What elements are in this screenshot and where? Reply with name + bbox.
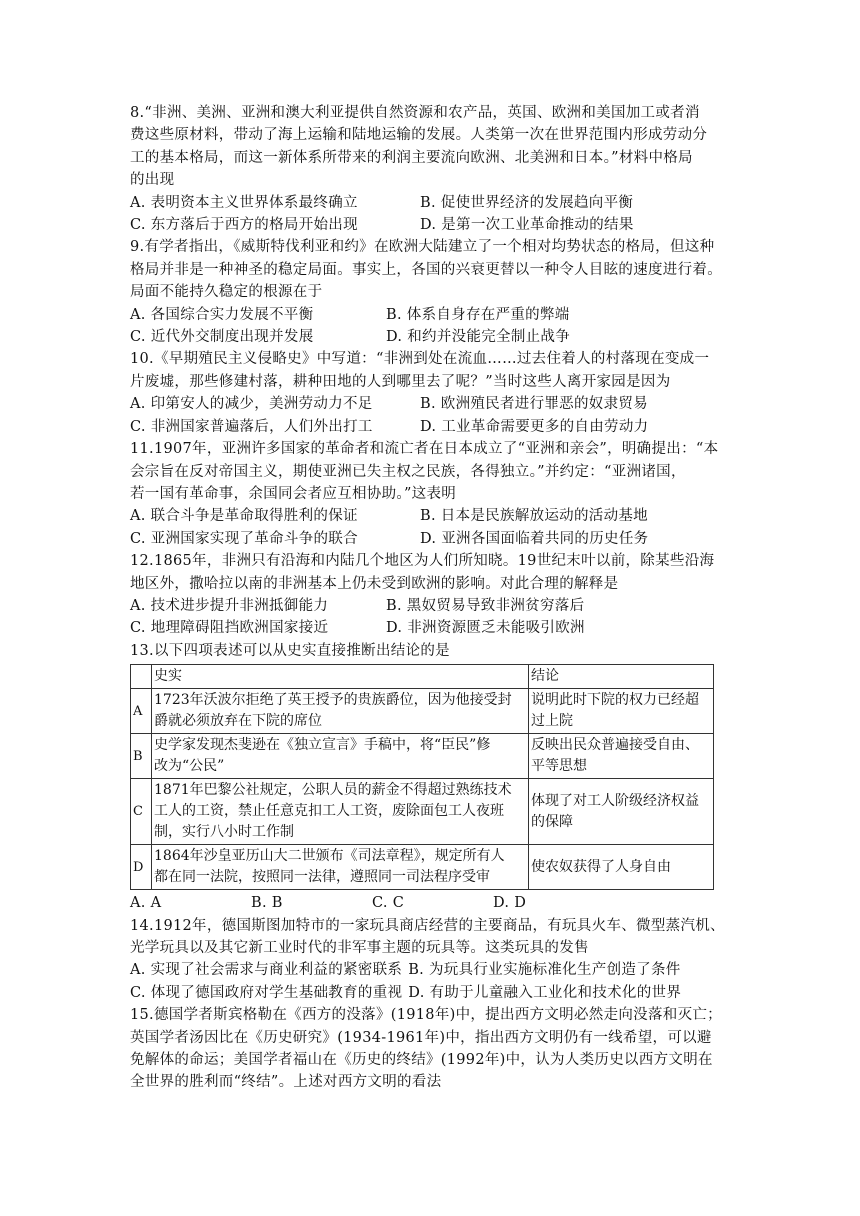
cell-line: 都在同一法院，按照同一法律，遵照同一司法程序受审 [154,869,490,886]
option-a: A. A [130,895,162,912]
option-row [130,982,725,1004]
cell-line: 1723年沃波尔拒绝了英王授予的贵族爵位，因为他接受封 [154,692,512,709]
question-stem-line: 14.1912年，德国斯图加特市的一家玩具商店经营的主要商品，有玩具火车、微型蒸汽机、 [130,917,725,934]
question-stem-line: 11.1907年，亚洲许多国家的革命者和流亡者在日本成立了“亚洲和亲会”，明确提出：“本 [130,441,719,458]
option-a: A. 技术进步提升非洲抵御能力 [130,597,329,614]
option-row [130,192,725,214]
option-b: B. 为玩具行业实施标准化生产创造了条件 [408,962,681,979]
row-conclusion [529,779,714,845]
cell-line: 平等思想 [531,758,587,775]
option-row [130,595,725,617]
option-row [130,505,725,527]
cell-line: 反映出民众普遍接受自由、 [531,737,699,754]
option-d: D. 和约并没能完全制止战争 [386,329,571,346]
table-row [131,845,714,890]
cell-line: 的保障 [531,813,573,830]
question-stem-line: 费这些原材料，带动了海上运输和陆地运输的发展。人类第一次在世界范围内形成劳动分 [130,127,708,144]
cell-line: 改为“公民” [154,758,225,775]
option-row [130,959,725,981]
option-row [130,393,725,415]
row-label: C [131,779,152,845]
option-c: C. 地理障碍阻挡欧洲国家接近 [130,620,329,637]
option-row [130,617,725,639]
question-stem-line: 片废墟，那些修建村落，耕种田地的人到哪里去了呢？”当时这些人离开家园是因为 [130,373,671,390]
option-row [130,304,725,326]
option-d: D. D [493,895,527,912]
question-stem-line: 全世界的胜利而“终结”。上述对西方文明的看法 [130,1074,442,1091]
row-conclusion [529,689,714,734]
question-stem-line: 10.《早期殖民主义侵略史》中写道：“非洲到处在流血……过去住着人的村落现在变成一 [130,351,710,368]
option-row [130,416,725,438]
question-stem-line: 15.德国学者斯宾格勒在《西方的没落》(1918年)中，提出西方文明必然走向没落和灭亡； [130,1007,722,1024]
question-stem-line: 若一国有革命事，余国同会者应互相协助。”这表明 [130,485,457,502]
table-row [131,734,714,779]
question-9 [130,236,725,348]
option-d: D. 非洲资源匮乏未能吸引欧洲 [386,620,585,637]
cell-line: 爵就必须放弃在下院的席位 [154,713,322,730]
table-header-row [131,665,714,689]
cell-line: 制，实行八小时工作制 [154,824,294,841]
table-header-label [131,665,152,689]
question-8 [130,102,725,236]
option-b: B. B [251,895,283,912]
question-stem-line: 地区外，撒哈拉以南的非洲基本上仍未受到欧洲的影响。对此合理的解释是 [130,575,619,592]
question-12 [130,550,725,640]
option-b: B. 体系自身存在严重的弊端 [386,306,570,323]
option-b: B. 欧洲殖民者进行罪恶的奴隶贸易 [420,396,648,413]
question-stem-line: 英国学者汤因比在《历史研究》(1934-1961年)中，指出西方文明仍有一线希望，可以避 [130,1029,712,1046]
option-c: C. 亚洲国家实现了革命斗争的联合 [130,530,358,547]
cell-line: 史学家发现杰斐逊在《独立宣言》手稿中，将“臣民”修 [154,737,491,754]
table-header-conclusion: 结论 [529,665,714,689]
question-stem-line: 工的基本格局，而这一新体系所带来的利润主要流向欧洲、北美洲和日本。”材料中格局 [130,149,693,166]
question-11 [130,438,725,550]
question-15 [130,1004,725,1094]
question-stem-line: 会宗旨在反对帝国主义，期使亚洲已失主权之民族，各得独立。”并约定：“亚洲诸国， [130,463,686,480]
row-label: D [131,845,152,890]
option-d: D. 亚洲各国面临着共同的历史任务 [420,530,649,547]
facts-table [130,664,714,890]
question-stem-line: 光学玩具以及其它新工业时代的非军事主题的玩具等。这类玩具的发售 [130,939,589,956]
option-a: A. 联合斗争是革命取得胜利的保证 [130,508,358,525]
cell-line: 体现了对工人阶级经济权益 [531,792,699,809]
option-b: B. 日本是民族解放运动的活动基地 [420,508,648,525]
option-a: A. 印第安人的减少，美洲劳动力不足 [130,396,373,413]
cell-line: 使农奴获得了人身自由 [531,858,671,875]
cell-line: 工人的工资，禁止任意克扣工人工资，废除面包工人夜班 [154,803,504,820]
question-stem-line: 格局并非是一种神圣的稳定局面。事实上，各国的兴衰更替以一种令人目眩的速度进行着。 [130,261,722,278]
exam-page [130,102,725,1094]
row-fact [152,845,529,890]
row-label: A [131,689,152,734]
row-conclusion [529,845,714,890]
cell-line: 说明此时下院的权力已经超 [531,692,699,709]
question-stem-line: 13.以下四项表述可以从史实直接推断出结论的是 [130,642,450,659]
option-c: C. 体现了德国政府对学生基础教育的重视 [130,984,403,1001]
question-10 [130,348,725,438]
option-a: A. 实现了社会需求与商业利益的紧密联系 [130,962,403,979]
option-c: C. 近代外交制度出现并发展 [130,329,314,346]
question-stem-line: 局面不能持久稳定的根源在于 [130,284,323,301]
question-stem-line: 免解体的命运；美国学者福山在《历史的终结》(1992年)中，认为人类历史以西方文明在 [130,1052,713,1068]
question-13 [130,640,725,915]
row-label: B [131,734,152,779]
option-a: A. 各国综合实力发展不平衡 [130,306,314,323]
option-b: B. 促使世界经济的发展趋向平衡 [420,194,634,211]
question-stem-line: 的出现 [130,172,175,189]
option-d: D. 工业革命需要更多的自由劳动力 [420,418,649,435]
table-row [131,779,714,845]
row-fact [152,779,529,845]
question-stem-line: 12.1865年，非洲只有沿海和内陆几个地区为人们所知晓。19世纪末叶以前，除某些沿海 [130,553,715,570]
cell-line: 1871年巴黎公社规定，公职人员的薪金不得超过熟练技术 [154,782,512,799]
option-row [130,892,725,914]
question-stem-line: 9.有学者指出，《威斯特伐利亚和约》在欧洲大陆建立了一个相对均势状态的格局，但这种 [130,239,715,256]
option-row [130,528,725,550]
option-b: B. 黑奴贸易导致非洲贫穷落后 [386,597,585,614]
option-row [130,326,725,348]
option-row [130,214,725,236]
option-c: C. 东方落后于西方的格局开始出现 [130,217,358,234]
option-a: A. 表明资本主义世界体系最终确立 [130,194,358,211]
row-fact [152,734,529,779]
table-header-fact: 史实 [152,665,529,689]
option-c: C. C [372,895,405,912]
question-stem-line: 8.“非洲、美洲、亚洲和澳大利亚提供自然资源和农产品，英国、欧洲和美国加工或者消 [130,105,700,121]
option-d: D. 是第一次工业革命推动的结果 [420,217,634,234]
option-d: D. 有助于儿童融入工业化和技术化的世界 [408,984,682,1001]
question-14 [130,915,725,1005]
cell-line: 1864年沙皇亚历山大二世颁布《司法章程》，规定所有人 [154,848,505,865]
option-c: C. 非洲国家普遍落后，人们外出打工 [130,418,373,435]
table-row [131,689,714,734]
row-fact [152,689,529,734]
cell-line: 过上院 [531,713,573,730]
row-conclusion [529,734,714,779]
